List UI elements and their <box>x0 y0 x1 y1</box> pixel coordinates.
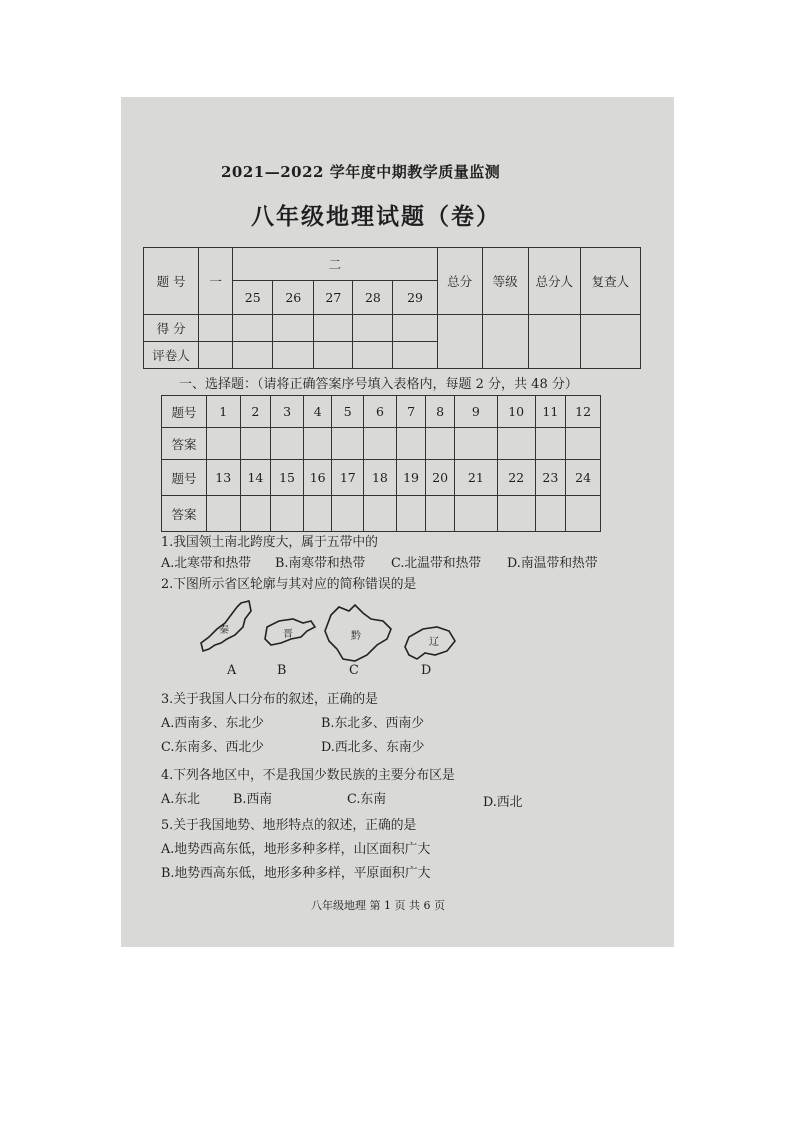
score-col-checker: 复查人 <box>580 248 640 315</box>
question-4-option-b: B.西南 <box>233 792 273 807</box>
question-1-option-b: B.南寒带和热带 <box>275 556 366 571</box>
map-label-qian: 黔 <box>351 631 361 642</box>
answer-cell[interactable] <box>426 428 455 460</box>
answer-cell[interactable] <box>206 496 240 532</box>
question-number: 9 <box>454 396 497 428</box>
score-col-grade: 等级 <box>482 248 528 315</box>
question-3-stem: 3.关于我国人口分布的叙述，正确的是 <box>161 692 378 707</box>
map-letter-c: C <box>349 663 359 678</box>
answer-cell[interactable] <box>497 428 535 460</box>
question-4-option-c: C.东南 <box>347 792 386 807</box>
answer-header-tihao: 题号 <box>162 460 207 496</box>
answer-header-tihao: 题号 <box>162 396 207 428</box>
page-footer: 八年级地理 第 1 页 共 6 页 <box>311 899 445 912</box>
question-number: 22 <box>497 460 535 496</box>
answer-cell[interactable] <box>332 496 364 532</box>
question-1-stem: 1.我国领土南北跨度大，属于五带中的 <box>161 535 378 550</box>
question-2-stem: 2.下图所示省区轮廓与其对应的简称错误的是 <box>161 577 417 592</box>
score-row-defen: 得 分 <box>144 314 199 341</box>
answer-cell[interactable] <box>332 428 364 460</box>
exam-year-line: 2021—2022 学年度中期教学质量监测 <box>221 163 501 181</box>
answer-cell[interactable] <box>426 496 455 532</box>
question-number: 2 <box>240 396 271 428</box>
answer-cell[interactable] <box>206 428 240 460</box>
score-col-scorer: 总分人 <box>528 248 580 315</box>
answer-cell[interactable] <box>454 496 497 532</box>
question-1-option-a: A.北寒带和热带 <box>161 556 252 571</box>
answer-cell[interactable] <box>364 496 397 532</box>
question-number: 20 <box>426 460 455 496</box>
answer-header-daan: 答案 <box>162 428 207 460</box>
question-number: 17 <box>332 460 364 496</box>
map-label-liao: 辽 <box>429 637 439 648</box>
question-5-stem: 5.关于我国地势、地形特点的叙述，正确的是 <box>161 818 417 833</box>
answer-cell[interactable] <box>303 428 332 460</box>
answer-cell[interactable] <box>271 428 304 460</box>
score-row-pingjuan: 评卷人 <box>144 341 199 368</box>
answer-cell[interactable] <box>240 428 271 460</box>
map-letter-b: B <box>277 663 287 678</box>
question-number: 8 <box>426 396 455 428</box>
answer-cell[interactable] <box>454 428 497 460</box>
question-number: 12 <box>566 396 601 428</box>
question-3-option-b: B.东北多、西南少 <box>321 716 425 731</box>
question-number: 21 <box>454 460 497 496</box>
map-label-jin: 晋 <box>283 629 293 640</box>
score-subcol: 28 <box>353 281 393 314</box>
score-subcol: 25 <box>233 281 273 314</box>
question-5-option-a: A.地势西高东低，地形多种多样，山区面积广大 <box>161 842 431 857</box>
map-letter-d: D <box>421 663 432 678</box>
question-number: 10 <box>497 396 535 428</box>
answer-cell[interactable] <box>364 428 397 460</box>
map-label-qin: 秦 <box>219 625 229 636</box>
exam-title: 八年级地理试题（卷） <box>251 203 501 230</box>
question-number: 7 <box>396 396 426 428</box>
question-4-option-a: A.东北 <box>161 792 200 807</box>
question-number: 24 <box>566 460 601 496</box>
answer-cell[interactable] <box>396 428 426 460</box>
score-subcol: 26 <box>273 281 314 314</box>
question-number: 14 <box>240 460 271 496</box>
exam-sheet <box>121 97 674 947</box>
question-number: 11 <box>535 396 566 428</box>
question-number: 6 <box>364 396 397 428</box>
question-4-stem: 4.下列各地区中，不是我国少数民族的主要分布区是 <box>161 768 455 783</box>
answer-cell[interactable] <box>535 428 566 460</box>
question-1-option-c: C.北温带和热带 <box>391 556 482 571</box>
question-number: 1 <box>206 396 240 428</box>
answer-header-daan: 答案 <box>162 496 207 532</box>
score-col-total: 总分 <box>437 248 482 315</box>
score-header-tihao: 题 号 <box>144 248 199 315</box>
question-number: 19 <box>396 460 426 496</box>
question-number: 16 <box>303 460 332 496</box>
question-3-option-d: D.西北多、东南少 <box>321 740 425 755</box>
question-3-option-c: C.东南多、西北少 <box>161 740 264 755</box>
score-col-one: 一 <box>199 248 233 315</box>
section1-heading: 一、选择题：（请将正确答案序号填入表格内，每题 2 分，共 48 分） <box>179 377 578 392</box>
question-number: 23 <box>535 460 566 496</box>
score-table <box>143 247 641 369</box>
question-1-option-d: D.南温带和热带 <box>507 556 598 571</box>
answer-cell[interactable] <box>396 496 426 532</box>
question-number: 13 <box>206 460 240 496</box>
score-subcol: 27 <box>314 281 353 314</box>
answer-cell[interactable] <box>240 496 271 532</box>
question-3-option-a: A.西南多、东北少 <box>161 716 264 731</box>
question-number: 5 <box>332 396 364 428</box>
question-number: 15 <box>271 460 304 496</box>
score-col-two: 二 <box>233 248 437 281</box>
score-subcol: 29 <box>393 281 437 314</box>
answer-cell[interactable] <box>566 496 601 532</box>
answer-cell[interactable] <box>271 496 304 532</box>
question-number: 18 <box>364 460 397 496</box>
answer-cell[interactable] <box>566 428 601 460</box>
question-number: 4 <box>303 396 332 428</box>
answer-cell[interactable] <box>535 496 566 532</box>
answer-cell[interactable] <box>303 496 332 532</box>
answer-table <box>161 395 601 532</box>
question-5-option-b: B.地势西高东低，地形多种多样，平原面积广大 <box>161 866 431 881</box>
map-letter-a: A <box>227 663 237 678</box>
question-4-option-d: D.西北 <box>483 795 523 810</box>
question-number: 3 <box>271 396 304 428</box>
answer-cell[interactable] <box>497 496 535 532</box>
